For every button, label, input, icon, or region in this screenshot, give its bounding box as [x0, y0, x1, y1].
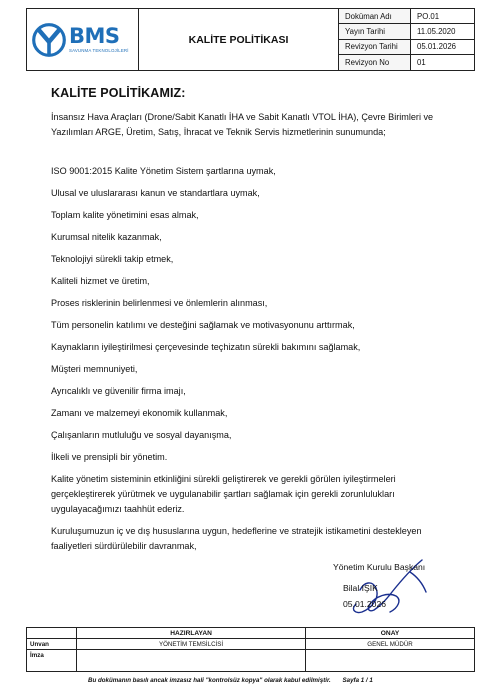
policy-sustainability-paragraph: Kuruluşumuzun iç ve dış hususlarına uygun, hedeflerine ve stratejik istikametini destekleyen faaliyetleri sürdürülebilir davranmak,: [51, 526, 422, 551]
approved-signature-cell: [306, 650, 475, 672]
policy-commitment-paragraph: Kalite yönetim sisteminin etkinliğini sürekli geliştirerek ve gerekli görülen iyileştirmeleri gerçekleştirerek yürütmek ve uygulanabilir şartları sağlamak için gerekli zorunlulukları uygulayacağımızı taahhüt ederiz.: [51, 474, 396, 514]
logo-subtitle: SAVUNMA TEKNOLOJİLERİ: [69, 48, 129, 53]
policy-item: Çalışanların mutluluğu ve sosyal dayanışma,: [51, 430, 232, 440]
policy-item: Kurumsal nitelik kazanmak,: [51, 232, 162, 242]
policy-intro: İnsansız Hava Araçları (Drone/Sabit Kanatlı İHA ve Sabit Kanatlı VTOL İHA), Çevre Birimleri ve Yazılımları ARGE, Üretim, Satış, İhracat ve Teknik Servis hizmetlerinin sunumunda;: [51, 112, 434, 137]
policy-item: Tüm personelin katılımı ve desteğini sağlamak ve motivasyonunu arttırmak,: [51, 320, 355, 330]
company-logo: [27, 9, 139, 70]
uncontrolled-copy-note: [88, 677, 373, 684]
logo-wordmark: BMS: [69, 24, 120, 48]
meta-revision-date-label: Revizyon Tarihi: [339, 40, 411, 55]
policy-item: Toplam kalite yönetimini esas almak,: [51, 210, 199, 220]
prepared-signature-cell: [77, 650, 306, 672]
meta-doc-name-value: PO.01: [411, 9, 474, 24]
policy-item: Ayrıcalıklı ve güvenilir firma imajı,: [51, 386, 186, 396]
prepared-header: HAZIRLAYAN: [77, 628, 306, 639]
title-row-label: Unvan: [27, 639, 77, 650]
policy-item: Ulusal ve uluslararası kanun ve standartlara uymak,: [51, 188, 260, 198]
policy-heading: KALİTE POLİTİKAMIZ:: [51, 86, 186, 100]
prepared-title: YÖNETİM TEMSİLCİSİ: [77, 639, 306, 650]
policy-item: Kaliteli hizmet ve üretim,: [51, 276, 150, 286]
page-number: Sayfa 1 / 1: [342, 677, 373, 684]
signatory-name: Bilal IŞIK: [343, 583, 378, 593]
policy-item: Proses risklerinin belirlenmesi ve önlemlerin alınması,: [51, 298, 268, 308]
document-title: KALİTE POLİTİKASI: [139, 9, 339, 70]
policy-item: ISO 9001:2015 Kalite Yönetim Sistem şartlarına uymak,: [51, 166, 276, 176]
meta-publish-date-value: 11.05.2020: [411, 24, 474, 39]
document-header: [26, 8, 475, 71]
approval-table: [26, 627, 475, 672]
meta-publish-date-label: Yayın Tarihi: [339, 24, 411, 39]
signature-date: 05.01.2026: [343, 599, 387, 609]
signature-row-label: İmza: [27, 650, 77, 672]
meta-revision-date-value: 05.01.2026: [411, 40, 474, 55]
policy-item: İlkeli ve prensipli bir yönetim.: [51, 452, 168, 462]
signatory-role: Yönetim Kurulu Başkanı: [333, 562, 426, 572]
approved-title: GENEL MÜDÜR: [306, 639, 475, 650]
bms-logo-icon: [31, 22, 67, 58]
meta-revision-no-label: Revizyon No: [339, 55, 411, 70]
policy-item: Müşteri memnuniyeti,: [51, 364, 138, 374]
footnote-text: Bu dokümanın basılı ancak imzasız hali "kontrolsüz kopya" olarak kabul edilmiştir.: [88, 677, 331, 684]
policy-item: Teknolojiyi sürekli takip etmek,: [51, 254, 174, 264]
policy-item: Zamanı ve malzemeyi ekonomik kullanmak,: [51, 408, 228, 418]
policy-item: Kaynakların iyileştirilmesi çerçevesinde teçhizatın sürekli bakımını sağlamak,: [51, 342, 361, 352]
document-meta-table: [339, 9, 474, 70]
approved-header: ONAY: [306, 628, 475, 639]
meta-doc-name-label: Doküman Adı: [339, 9, 411, 24]
meta-revision-no-value: 01: [417, 57, 426, 67]
